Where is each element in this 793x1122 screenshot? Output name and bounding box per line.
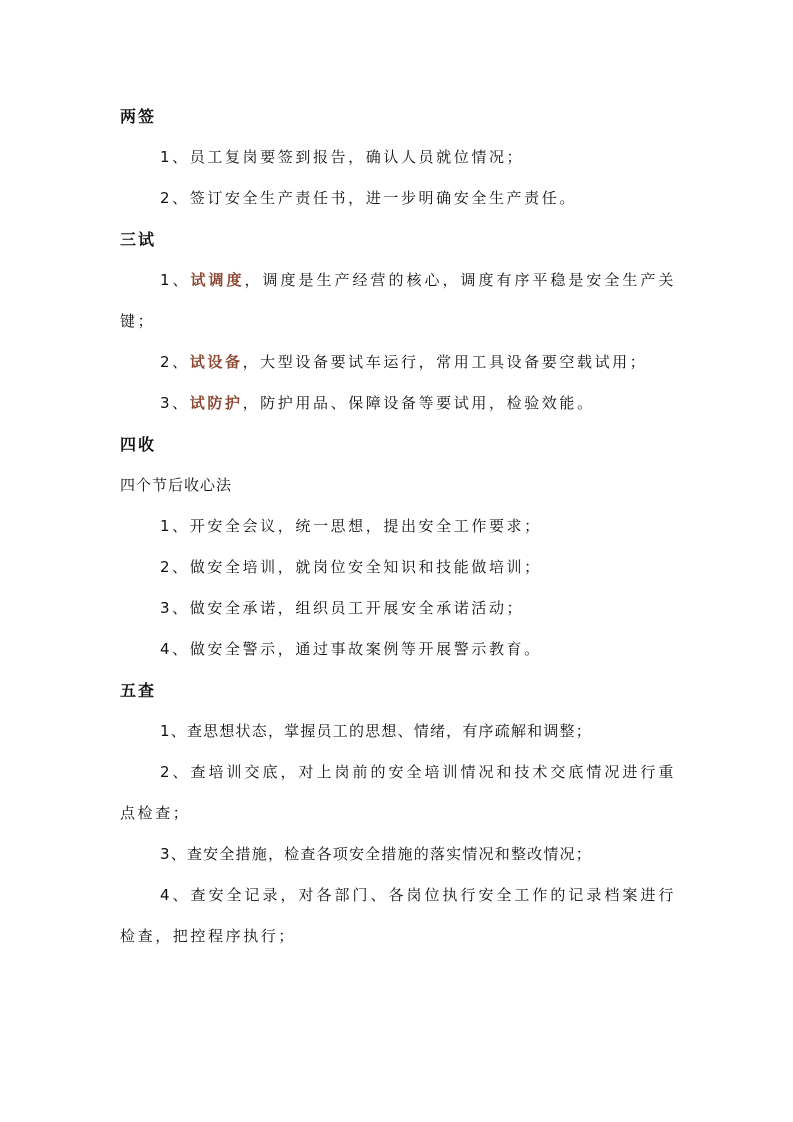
highlight-term: 试调度: [190, 271, 245, 289]
list-item: [120, 383, 676, 424]
list-item: 2、做安全培训，就岗位安全知识和技能做培训；: [160, 558, 542, 576]
list-item: 1、查思想状态，掌握员工的思想、情绪，有序疏解和调整；: [160, 722, 592, 740]
highlight-term: 试防护: [189, 394, 243, 412]
item-number: 3、: [160, 394, 190, 412]
list-item: 4、查安全记录，对各部门、各岗位执行安全工作的记录档案进行检查，把控程序执行；: [120, 886, 676, 945]
section-heading-three-test: 三试: [120, 230, 157, 249]
list-item: [120, 260, 676, 342]
item-text: ，防护用品、保障设备等要试用，检验效能。: [242, 394, 595, 412]
list-item: 2、查培训交底，对上岗前的安全培训情况和技术交底情况进行重点检查；: [120, 763, 676, 822]
section-heading-four-collect: 四收: [120, 435, 157, 454]
item-text: ，调度是生产经营的核心，调度有序平稳是安全生产关键；: [120, 271, 676, 330]
list-item: [120, 342, 676, 383]
list-item: 2、签订安全生产责任书，进一步明确安全生产责任。: [160, 189, 577, 207]
list-item: 3、查安全措施，检查各项安全措施的落实情况和整改情况；: [160, 845, 592, 863]
section-heading-two-sign: 两签: [120, 107, 157, 126]
highlight-term: 试设备: [189, 353, 243, 371]
item-number: 2、: [160, 353, 190, 371]
list-item: 1、员工复岗要签到报告，确认人员就位情况；: [160, 148, 525, 166]
list-item: 4、做安全警示，通过事故案例等开展警示教育。: [160, 640, 542, 658]
document-page: [120, 96, 676, 957]
item-text: ，大型设备要试车运行，常用工具设备要空载试用；: [242, 353, 648, 371]
list-item: 1、开安全会议，统一思想，提出安全工作要求；: [160, 517, 542, 535]
list-item: 3、做安全承诺，组织员工开展安全承诺活动；: [160, 599, 525, 617]
section-heading-five-check: 五查: [120, 681, 157, 700]
section-intro: 四个节后收心法: [120, 476, 233, 494]
item-number: 1、: [160, 271, 191, 289]
